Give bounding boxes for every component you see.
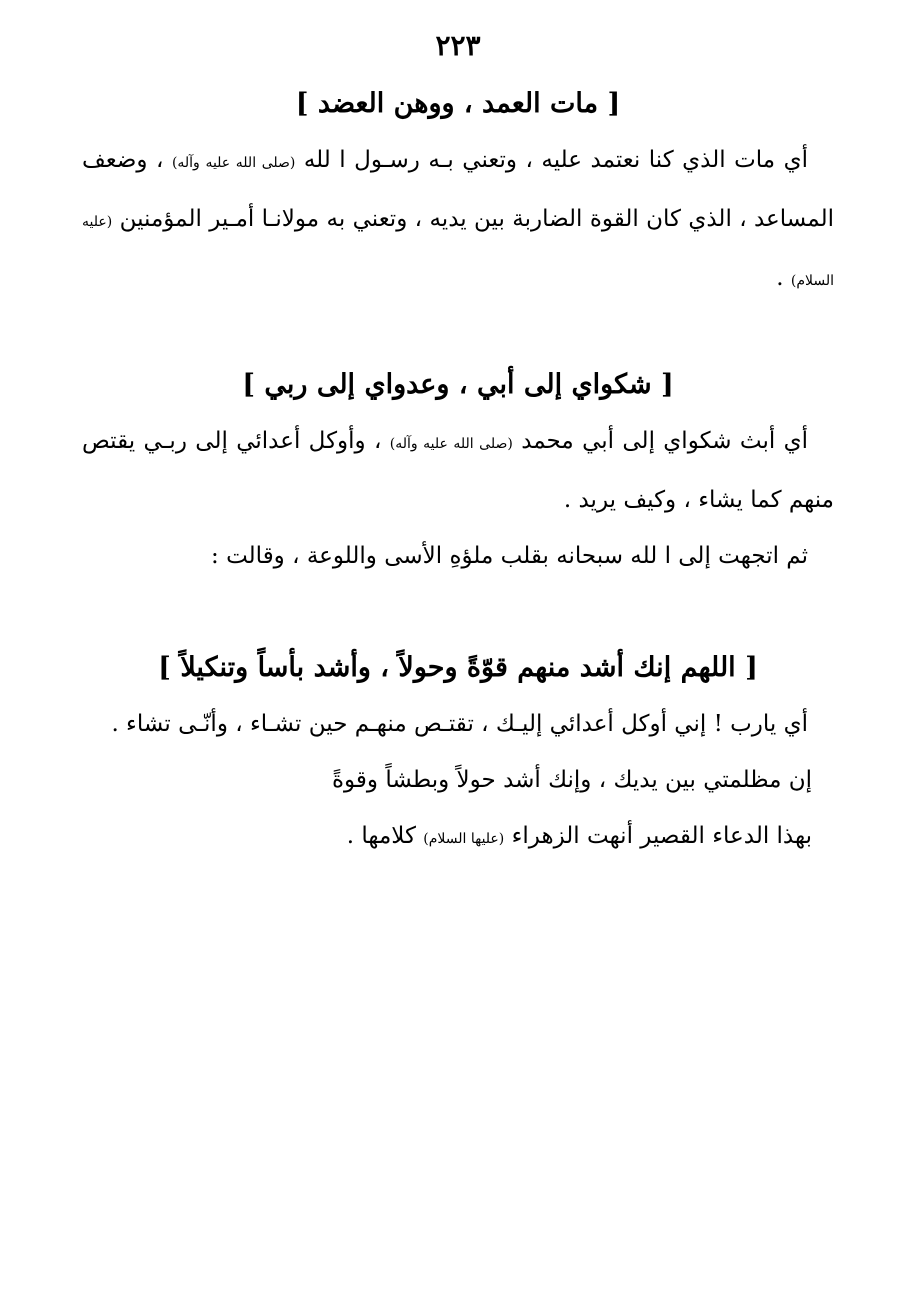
paragraph-6	[82, 808, 834, 867]
book-page	[82, 28, 834, 1258]
section-heading-2: [ شكواي إلى أبي ، وعدواي إلى ربي ]	[242, 369, 674, 400]
honorific-alayha-salam: (عليها السلام)	[423, 831, 505, 847]
paragraph-1	[82, 132, 834, 309]
paragraph-4: أي يارب ! إني أوكل أعدائي إليـك ، تقتـص منهـم حين تشـاء ، وأنّـى تشاء .	[111, 711, 808, 737]
paragraph-3: ثم اتجهت إلى ا لله سبحانه بقلب ملؤهِ الأسى واللوعة ، وقالت :	[211, 543, 808, 569]
paragraph-1-text-b: ، وضعف المساعد ، الذي كان القوة الضاربة بين يديه ، وتعني به مولانـا أمـير المؤمنين	[82, 147, 835, 232]
page-number: ٢٢٣	[435, 29, 481, 62]
section-heading-1: [ مات العمد ، ووهن العضد ]	[295, 88, 621, 119]
paragraph-2-text-b: ، وأوكل أعدائي إلى ربـي يقتص منهم كما يشاء ، وكيف يريد .	[82, 428, 834, 513]
paragraph-2-text-a: أي أبث شكواي إلى أبي محمد	[521, 428, 809, 454]
paragraph-6-text-b: كلامها .	[346, 823, 416, 849]
paragraph-1-text-a: أي مات الذي كنا نعتمد عليه ، وتعني بـه رسـول ا لله	[303, 147, 808, 173]
section-heading-3: [ اللهم إنك أشد منهم قوّةً وحولاً ، وأشد بأساً وتنكيلاً ]	[158, 652, 758, 683]
honorific-salawat-2: (صلى الله عليه وآله)	[389, 436, 513, 452]
paragraph-6-text-a: بهذا الدعاء القصير أنهت الزهراء	[511, 823, 812, 849]
honorific-alayhi-salam: (عليه السلام)	[82, 214, 834, 289]
paragraph-2	[82, 413, 834, 528]
honorific-salawat: (صلى الله عليه وآله)	[171, 155, 296, 171]
paragraph-1-text-c: .	[776, 265, 784, 291]
paragraph-5: إن مظلمتي بين يديك ، وإنك أشد حولاً وبطشاً وقوةً	[332, 767, 812, 793]
